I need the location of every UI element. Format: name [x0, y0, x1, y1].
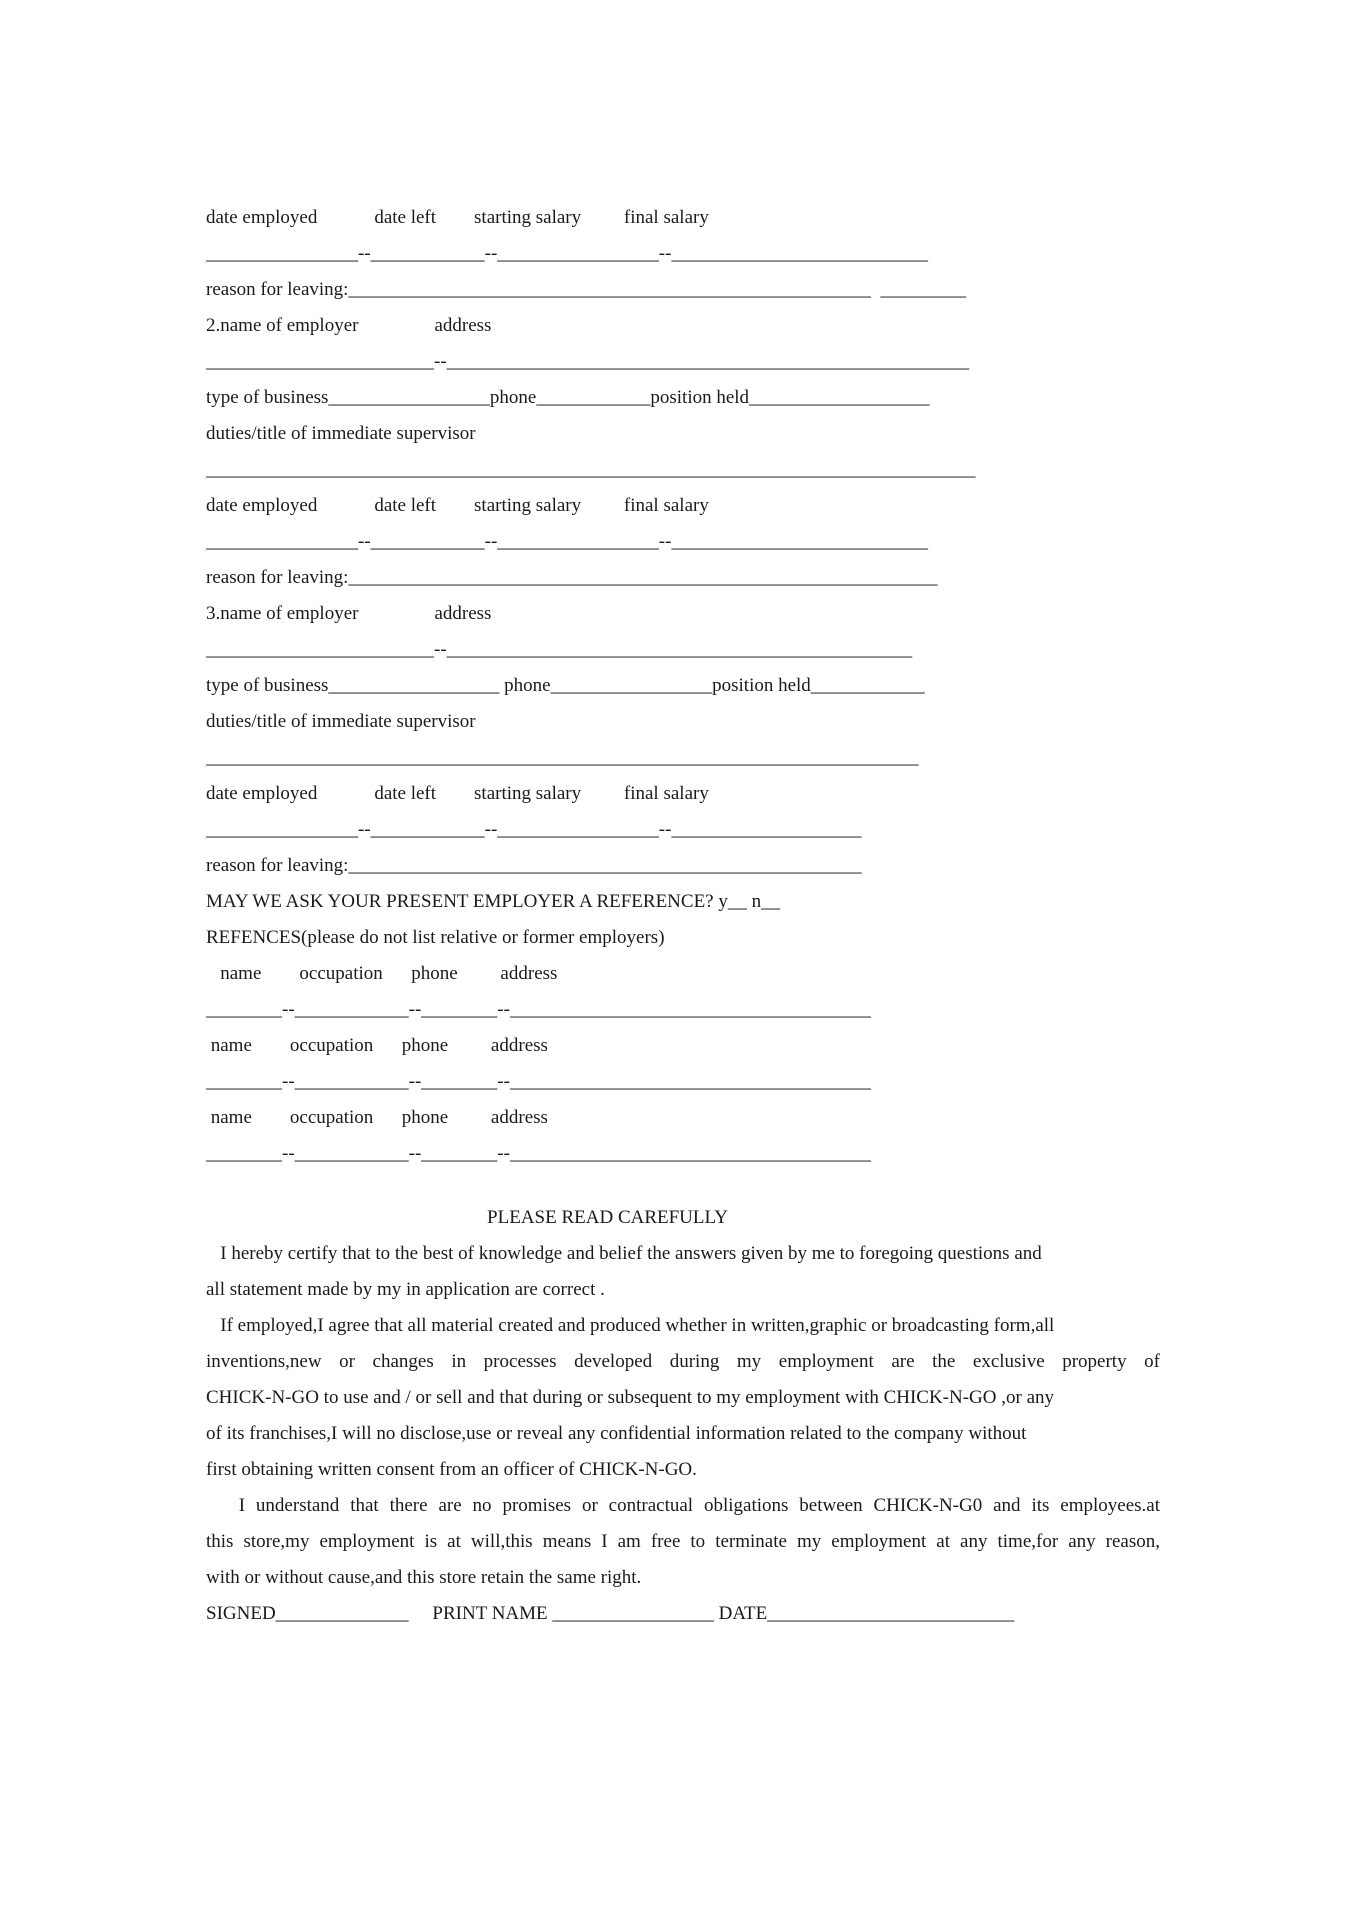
employed-5: first obtaining written consent from an officer of CHICK-N-GO. [206, 1459, 697, 1480]
employed-4: of its franchises,I will no disclose,use or reveal any confidential information related to the company without [206, 1423, 1027, 1444]
col-headers-3: date employed date left starting salary final salary [206, 783, 709, 804]
blank-employer-2[interactable]: ________________________--_______________________________________________________ [206, 351, 970, 372]
supervisor-3: duties/title of immediate supervisor [206, 711, 476, 732]
understand-2: this store,my employment is at will,this means I am free to terminate my employment at any time,for any reason, [206, 1531, 1160, 1552]
ref-headers-3: name occupation phone address [206, 1107, 548, 1128]
certify-2: all statement made by my in application are correct . [206, 1279, 605, 1300]
ref-headers-1: name occupation phone address [206, 963, 558, 984]
blank-employer-3[interactable]: ________________________--_________________________________________________ [206, 639, 913, 660]
employed-2: inventions,new or changes in processes developed during my employment are the exclusive property of [206, 1351, 1160, 1372]
supervisor-2: duties/title of immediate supervisor [206, 423, 476, 444]
certify-1: I hereby certify that to the best of knowledge and belief the answers given by me to foregoing questions and [206, 1243, 1042, 1264]
reason-leaving-2[interactable]: reason for leaving:______________________________________________________________ [206, 567, 938, 588]
blank-supervisor-2[interactable]: _________________________________________________________________________________ [206, 459, 976, 480]
reason-leaving-1[interactable]: reason for leaving:_______________________________________________________ _________ [206, 279, 966, 300]
col-headers-2: date employed date left starting salary final salary [206, 495, 709, 516]
blank-dates-3[interactable]: ________________--____________--_________________--____________________ [206, 819, 862, 840]
employer-2-header: 2.name of employer address [206, 315, 492, 336]
blank-ref-3[interactable]: ________--____________--________--______________________________________ [206, 1143, 871, 1164]
reason-leaving-3[interactable]: reason for leaving:______________________________________________________ [206, 855, 862, 876]
understand-3: with or without cause,and this store retain the same right. [206, 1567, 642, 1588]
blank-dates-1[interactable]: ________________--____________--_________________--___________________________ [206, 243, 928, 264]
business-phone-3[interactable]: type of business__________________ phone_________________position held____________ [206, 675, 925, 696]
signature-line[interactable]: SIGNED______________ PRINT NAME _________________ DATE__________________________ [206, 1603, 1015, 1624]
col-headers-1: date employed date left starting salary final salary [206, 207, 709, 228]
blank-dates-2[interactable]: ________________--____________--_________________--___________________________ [206, 531, 928, 552]
blank-ref-2[interactable]: ________--____________--________--______________________________________ [206, 1071, 871, 1092]
blank-supervisor-3[interactable]: ___________________________________________________________________________ [206, 747, 919, 768]
employer-3-header: 3.name of employer address [206, 603, 492, 624]
business-phone-2[interactable]: type of business_________________phone____________position held___________________ [206, 387, 930, 408]
references-heading: REFENCES(please do not list relative or former employers) [206, 927, 665, 948]
notice-heading: PLEASE READ CAREFULLY [487, 1207, 728, 1228]
blank-ref-1[interactable]: ________--____________--________--______________________________________ [206, 999, 871, 1020]
understand-1: I understand that there are no promises or contractual obligations between CHICK-N-G0 and its employees.at [206, 1495, 1161, 1516]
reference-question[interactable]: MAY WE ASK YOUR PRESENT EMPLOYER A REFERENCE? y__ n__ [206, 891, 781, 912]
employed-1: If employed,I agree that all material created and produced whether in written,graphic or broadcasting form,all [206, 1315, 1055, 1336]
employed-3: CHICK-N-GO to use and / or sell and that during or subsequent to my employment with CHICK-N-GO ,or any [206, 1387, 1055, 1408]
ref-headers-2: name occupation phone address [206, 1035, 548, 1056]
